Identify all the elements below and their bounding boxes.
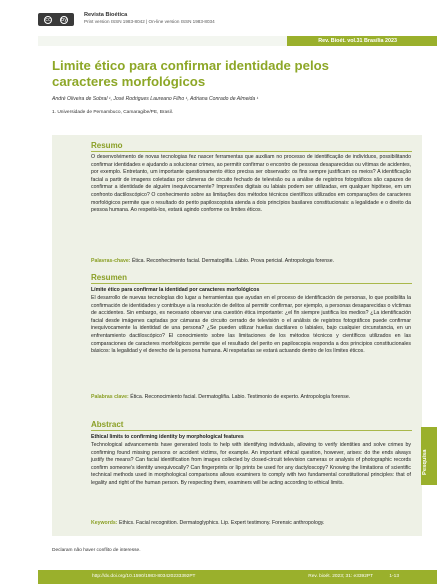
article-affiliation: 1. Universidade de Pernambuco, Camaragibe/PE, Brasil. (52, 110, 174, 115)
journal-issn: Print version ISSN 1983-8042 | On-line version ISSN 1983-8034 (84, 19, 215, 24)
resumo-heading: Resumo (91, 141, 123, 150)
resumo-text: O desenvolvimento de novas tecnologias fez nascer ferramentas que auxiliam no processo de identificação de indivíduos, possibilitando confirmar identidades e ajudando a solucionar crimes, ao permitir confirmar o encontro de pessoas desaparecidas ou vítimas de acidentes, por exemplo. Entretanto, um importante questionamento ético precisa ser observado: os fins sempre justificam os meios? A identificação facial a partir de imagens coletadas por câmeras de circuito fechado de televisão ou a análise de registros fotográficos são capazes de confirmar a identidade de alguém inequivocamente? Impressões digitais ou labiais podem ser utilizadas, em qualquer hipótese, em um confronto dactiloscópico? O conhecimento sobre as limitações dos métodos técnicos científicos utilizados em comparações de caracteres morfológicos permite que o resultado do perito papiloscopista atenda a dois princípios basilares constitucionais: a legalidade e o direito da pessoa humana. Ao respeitá-los, estará agindo conforme os limites éticos. (91, 154, 411, 214)
resumen-keywords-text: Ética. Reconocimiento facial. Dermatoglifia. Labio. Testimonio de experto. Antropología forense. (130, 394, 351, 400)
resumo-keywords-text: Ética. Reconhecimento facial. Dermatoglifia. Lábio. Prova pericial. Antropologia forense. (131, 258, 335, 264)
by-icon: by (61, 16, 68, 23)
abstract-text: Technological advancements have generated tools to help with identifying individuals, allowing to verify identities and solve crimes by confirming found missing persons or accident victims, for example. An important ethical question, however, arises: do the ends always justify the means? Can facial identification from images collected by closed-circuit television cameras or analysis of photographic records confirm someone's identity unequivocally? Can fingerprints or lip prints be used for any dactyloscopy? Knowing the limitations of scientific technical methods used in morphological comparisons allows examiners to comply with two fundamental constitutional principles: that of legality and right of the human person. By respecting them, examiners will be acting according to ethical limits. (91, 442, 411, 486)
abstract-keywords (91, 520, 411, 528)
resumen-divider (91, 283, 412, 284)
resumen-heading: Resumen (91, 273, 128, 282)
resumen-subtitle: Límite ético para confirmar la identidad por caracteres morfológicos (91, 287, 260, 293)
resumo-keywords (91, 258, 411, 266)
abstract-keywords-label: Keywords: (91, 520, 118, 526)
conflict-statement: Declaram não haver conflito de interesse. (52, 548, 141, 553)
resumo-keywords-label: Palavras-chave: (91, 258, 131, 264)
resumen-keywords (91, 394, 411, 402)
section-side-tab (421, 427, 437, 485)
volume-label: Rev. Bioét. vol.31 Brasília 2023 (318, 37, 397, 44)
page-footer (38, 570, 437, 584)
resumo-divider (91, 151, 412, 152)
volume-bar (38, 36, 437, 46)
abstract-subtitle: Ethical limits to confirming identity by morphological features (91, 434, 244, 440)
abstracts-box (52, 135, 422, 536)
cc-icon: cc (45, 16, 51, 23)
cc-license-icon[interactable] (38, 13, 74, 26)
section-side-label: Pesquisa (422, 449, 428, 475)
footer-citation: Rev. bioét. 2023; 31: e3392PT (308, 574, 373, 579)
article-authors: André Oliveira de Sobral ¹, José Rodrigues Laureano Filho ¹, Adriana Conrado de Almeida ¹ (52, 96, 259, 102)
resumen-keywords-label: Palabras clave: (91, 394, 129, 400)
abstract-keywords-text: Ethics. Facial recognition. Dermatoglyphics. Lip. Expert testimony. Forensic anthropology. (118, 520, 325, 526)
article-title: Limite ético para confirmar identidade pelos caracteres morfológicos (52, 58, 330, 89)
abstract-divider (91, 430, 412, 431)
journal-name: Revista Bioética (84, 12, 128, 18)
abstract-heading: Abstract (91, 420, 124, 429)
doi-link[interactable]: http://dx.doi.org/10.1590/1983-803420233392PT (92, 574, 196, 579)
resumen-text: El desarrollo de nuevas tecnologías dio lugar a herramientas que ayudan en el proceso de identificación de personas, lo que posibilita la confirmación de identidades y contribuye a la resolución de delitos al permitir confirmar, por ejemplo, a personas desaparecidas o víctimas de accidentes. Sin embargo, es necesario observar una cuestión ética importante: ¿el fin siempre justifica los medios? ¿La identificación facial desde imágenes captadas por cámaras de circuito cerrado de televisión o el análisis de registros fotográficos puede confirmar inequívocamente la identidad de una persona? ¿Se pueden utilizar huellas dactilares o labiales, bajo cualquier circunstancia, en un enfrentamiento dactiloscópico? El conocimiento sobre las limitaciones de los métodos técnicos y científicos utilizados en las comparaciones de caracteres morfológicos permite que el resultado del perito en papiloscopia responda a dos principios constitucionales básicos: la legalidad y el derecho de la persona humana. Al respetarlas se estará actuando dentro de los límites éticos. (91, 295, 411, 355)
footer-pages: 1-13 (389, 574, 399, 579)
